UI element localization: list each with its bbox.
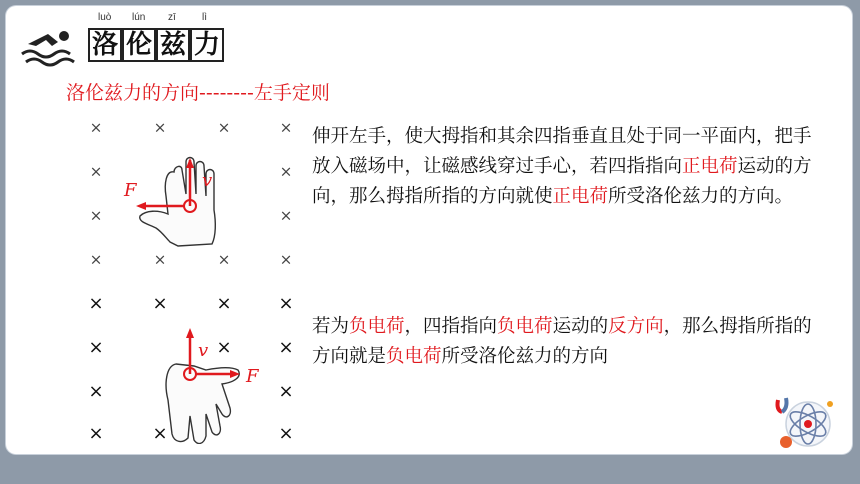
force-label-upper: F	[124, 180, 137, 201]
field-cross-mark: ×	[89, 118, 103, 137]
instruction-paragraph-negative	[312, 312, 822, 372]
field-cross-mark: ×	[152, 423, 168, 444]
highlight-negative-charge: 负电荷	[349, 316, 405, 337]
field-cross-mark: ×	[279, 250, 293, 269]
field-cross-mark: ×	[88, 337, 104, 358]
field-cross-mark: ×	[88, 381, 104, 402]
pinyin-3: zī	[168, 12, 176, 23]
force-label-lower: F	[246, 366, 259, 387]
field-cross-mark: ×	[216, 337, 232, 358]
field-cross-mark: ×	[279, 206, 293, 225]
text-segment: ，那么拇指所指的方向就是	[312, 316, 812, 367]
text-segment: ，四指指向	[404, 316, 498, 337]
velocity-label-upper: v	[202, 170, 213, 191]
field-cross-mark: ×	[278, 293, 294, 314]
field-cross-mark: ×	[153, 118, 167, 137]
field-cross-mark: ×	[279, 162, 293, 181]
text-segment: 所受洛伦兹力的方向。	[608, 186, 794, 207]
text-segment: 伸开左手，使大拇指和其余四指垂直且处于同一平面内，把手放入磁场中，让磁感线穿过手心，若四指指向	[312, 126, 812, 177]
title-block	[16, 12, 236, 70]
highlight-positive-charge: 正电荷	[682, 156, 738, 177]
field-cross-mark: ×	[216, 293, 232, 314]
highlight-opposite-direction: 反方向	[608, 316, 664, 337]
highlight-negative-charge: 负电荷	[497, 316, 553, 337]
field-cross-mark: ×	[217, 118, 231, 137]
field-cross-mark: ×	[88, 293, 104, 314]
title-char-4: 力	[190, 28, 224, 62]
page-subtitle: 洛伦兹力的方向--------左手定则	[66, 82, 330, 104]
field-cross-mark: ×	[279, 118, 293, 137]
text-segment: 所受洛伦兹力的方向	[441, 346, 609, 367]
velocity-label-lower: v	[198, 340, 209, 361]
pinyin-2: lún	[132, 12, 146, 23]
field-cross-mark: ×	[153, 250, 167, 269]
slide	[6, 6, 852, 454]
title-char-2: 伦	[122, 28, 156, 62]
physics-atom-logo-icon	[772, 392, 840, 454]
magnetic-field-diagram	[66, 114, 306, 444]
swimmer-icon	[18, 22, 80, 68]
field-cross-mark: ×	[278, 337, 294, 358]
text-segment: 运动的方向，那么拇指所指的方向就使	[312, 156, 812, 207]
field-cross-mark: ×	[89, 162, 103, 181]
field-cross-mark: ×	[217, 250, 231, 269]
pinyin-4: lì	[202, 12, 207, 23]
title-char-1: 洛	[88, 28, 122, 62]
title-char-3: 兹	[156, 28, 190, 62]
text-segment: 运动的	[552, 316, 609, 337]
field-cross-mark: ×	[278, 423, 294, 444]
field-cross-mark: ×	[89, 250, 103, 269]
field-cross-mark: ×	[89, 206, 103, 225]
highlight-negative-charge: 负电荷	[386, 346, 442, 367]
pinyin-1: luò	[98, 12, 112, 23]
field-cross-mark: ×	[278, 381, 294, 402]
text-segment: 若为	[312, 316, 350, 337]
field-cross-mark: ×	[152, 293, 168, 314]
field-cross-mark: ×	[88, 423, 104, 444]
bottom-bar	[0, 460, 860, 484]
highlight-positive-charge: 正电荷	[552, 186, 609, 207]
instruction-paragraph-positive	[312, 122, 822, 212]
